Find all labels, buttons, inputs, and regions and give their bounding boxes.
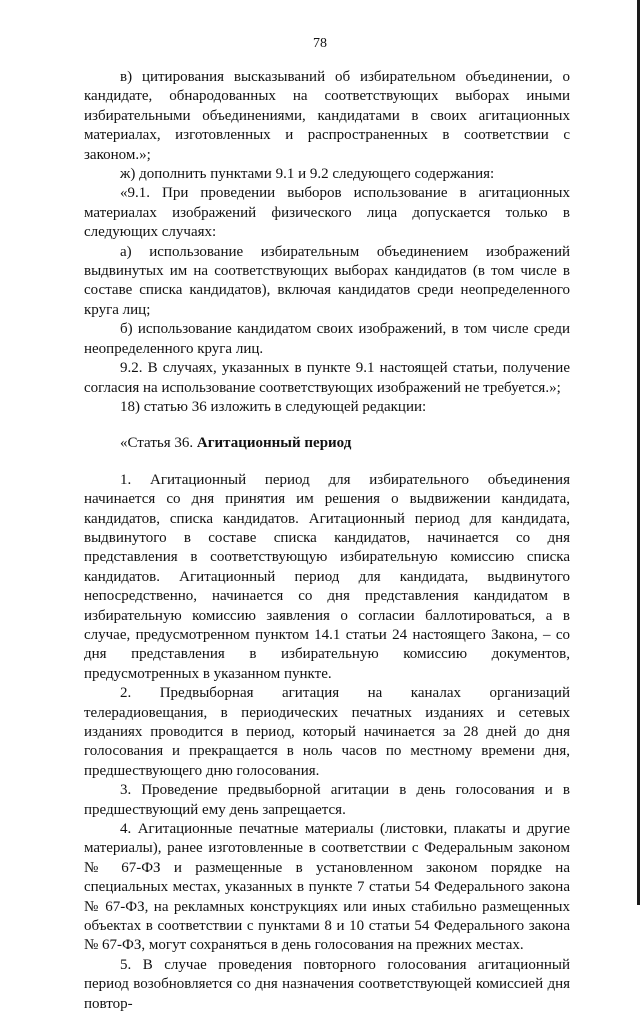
article-heading-title: Агитационный период (196, 435, 352, 452)
paragraph: 4. Агитационные печатные материалы (листовки, плакаты и другие материалы), ранее изготовленные в соответствии с Федеральным законом № 67-ФЗ и размещенные в установленном законом порядке на специальных местах, указанных в пункте 7 статьи 54 Федерального закона № 67-ФЗ, на рекламных конструкциях или иных стабильно размещенных объектах в соответствии с пунктами 8 и 10 статьи 54 Федерального закона № 67-ФЗ, могут сохраняться в день голосования на прежних местах. (84, 821, 570, 954)
page-number: 78 (313, 36, 327, 51)
paragraph: 3. Проведение предвыборной агитации в день голосования и в предшествующий ему день запрещается. (84, 782, 570, 818)
paragraph: 18) статью 36 изложить в следующей редакции: (120, 398, 427, 415)
paragraph: «9.1. При проведении выборов использование в агитационных материалах изображений физического лица допускается только в следующих случаях: (84, 185, 570, 241)
paragraph: б) использование кандидатом своих изображений, в том числе среди неопределенного круга лиц. (84, 321, 570, 357)
article-heading-prefix: «Статья 36. (120, 435, 197, 452)
paragraph: в) цитирования высказываний об избирательном объединении, о кандидате, обнародованных на соответствующих выборах иными избирательными объединениями, кандидатами в своих агитационных материалах, изготовленных и распространенных в соответствии с законом.»; (84, 69, 570, 163)
article-heading (84, 434, 570, 453)
paragraph: а) использование избирательным объединением изображений выдвинутых им на соответствующих выборах кандидатов (в том числе в составе списка кандидатов), включая кандидатов среди неопределенного круга лиц; (84, 243, 570, 318)
spacer (84, 417, 570, 434)
document-body (84, 68, 570, 1014)
spacer (84, 454, 570, 471)
paragraph: 1. Агитационный период для избирательного объединения начинается со дня принятия им решения о выдвижении кандидата, кандидатов, списка кандидатов. Агитационный период для кандидата, выдвинутого в составе списка кандидатов, начинается со дня представления в соответствующую избирательную комиссию списка кандидатов. Агитационный период для кандидата, выдвинутого непосредственно, начинается со дня представления кандидатом в избирательную комиссию заявления о согласии баллотироваться, а в случае, предусмотренном пунктом 14.1 статьи 24 настоящего Закона, – со дня представления в избирательную комиссию документов, предусмотренных в указанном пункте. (84, 471, 570, 682)
paragraph: ж) дополнить пунктами 9.1 и 9.2 следующего содержания: (120, 166, 495, 183)
paragraph: 2. Предвыборная агитация на каналах организаций телерадиовещания, в периодических печатных изданиях и сетевых изданиях проводится в период, который начинается за 28 дней до дня голосования и прекращается в ноль часов по местному времени дня, предшествующего дню голосования. (84, 685, 570, 779)
paragraph: 5. В случае проведения повторного голосования агитационный период возобновляется со дня назначения соответствующей комиссией дня повтор- (84, 956, 570, 1012)
paragraph: 9.2. В случаях, указанных в пункте 9.1 настоящей статьи, получение согласия на использование соответствующих изображений не требуется.»; (84, 360, 570, 396)
